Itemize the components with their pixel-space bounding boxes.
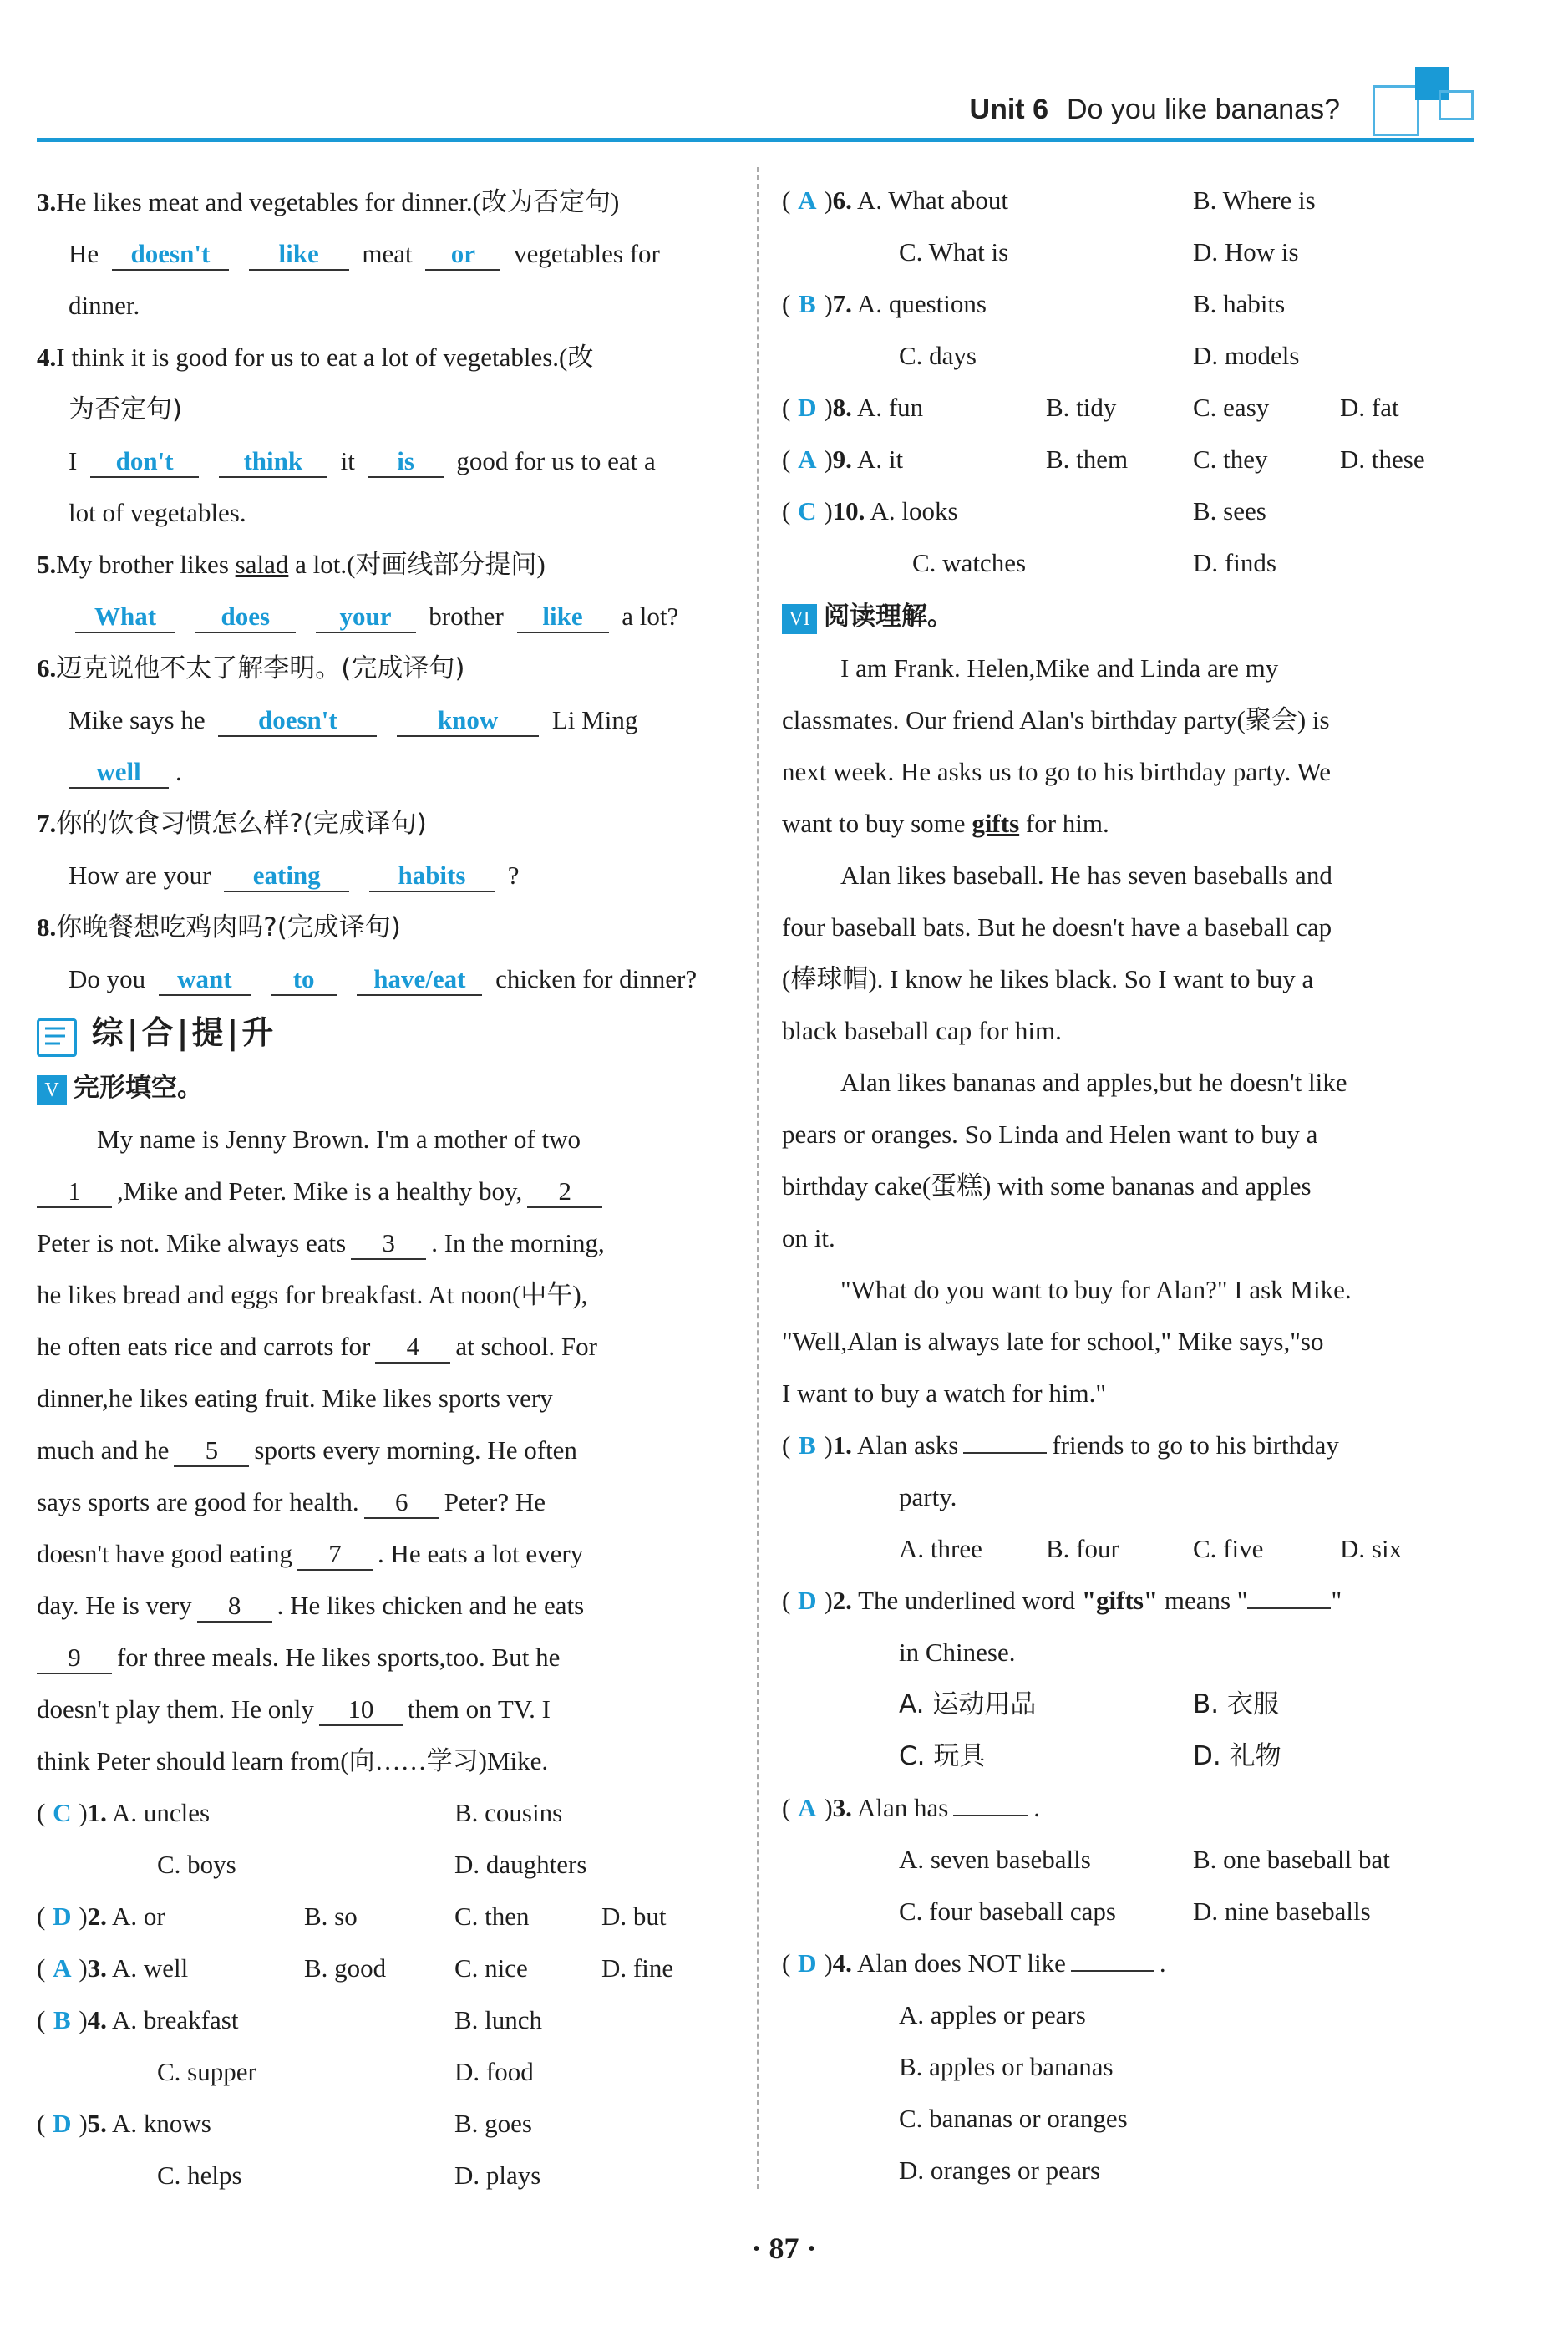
q3-stem: 3.He likes meat and vegetables for dinner.(改为否定句)	[37, 187, 620, 216]
q8-blank-3[interactable]: have/eat	[357, 964, 482, 996]
notebook-icon	[37, 1018, 77, 1057]
cloze-blank[interactable]: 2	[527, 1176, 602, 1208]
reading-line-7: (棒球帽). I know he likes black. So I want to buy a	[782, 964, 1314, 993]
q6-blank-3[interactable]: well	[69, 757, 169, 789]
cloze-blank[interactable]: 7	[297, 1539, 373, 1571]
answer-mark: A	[798, 1793, 817, 1822]
cloze-blank[interactable]: 9	[37, 1643, 112, 1674]
reading-line-6: four baseball bats. But he doesn't have a baseball cap	[782, 912, 1332, 942]
q5-blank-4[interactable]: like	[517, 602, 609, 633]
cloze-line-9: doesn't have good eating 7 . He eats a lot every	[37, 1536, 735, 1572]
cloze-blank[interactable]: 6	[364, 1487, 439, 1519]
q4-blank-1[interactable]: don't	[90, 446, 199, 478]
cloze-line-10: day. He is very 8 . He likes chicken and he eats	[37, 1587, 735, 1624]
answer-mark: D	[798, 1586, 817, 1615]
q7-blank-1[interactable]: eating	[224, 861, 349, 892]
question-blank[interactable]	[1247, 1607, 1331, 1609]
reading-line-1: I am Frank. Helen,Mike and Linda are my	[840, 653, 1279, 683]
q8-blank-1[interactable]: want	[159, 964, 251, 996]
reading-line-4: want to buy some gifts for him.	[782, 809, 1109, 838]
cloze-blank[interactable]: 1	[37, 1176, 112, 1208]
reading-q3: ( A )3. Alan has .	[782, 1790, 1480, 1826]
answer-mark: C	[53, 1798, 72, 1827]
reading-line-12: on it.	[782, 1223, 835, 1252]
cloze-badge: V	[37, 1075, 67, 1105]
mc-item-8: ( D )8. A. fun B. tidy C. easy D. fat	[782, 389, 1480, 426]
q6-answer-line: Mike says he doesn't know Li Ming	[37, 702, 735, 739]
q5-blank-1[interactable]: What	[75, 602, 175, 633]
reading-badge: VI	[782, 604, 817, 634]
q4-stem: 4.I think it is good for us to eat a lot of vegetables.(改	[37, 343, 594, 372]
q3-answer-line: He doesn't like meat or vegetables for	[37, 236, 735, 272]
q8-answer-line: Do you want to have/eat chicken for dinner?	[37, 961, 735, 998]
decor-square-small	[1439, 90, 1474, 120]
q4-answer-line: I don't think it is good for us to eat a	[37, 443, 735, 480]
reading-line-9: Alan likes bananas and apples,but he doesn't like	[840, 1068, 1347, 1097]
mc-item-9: ( A )9. A. it B. them C. they D. these	[782, 441, 1480, 478]
reading-q2: ( D )2. The underlined word "gifts" means " "	[782, 1582, 1480, 1619]
cloze-line-5: he often eats rice and carrots for 4 at school. For	[37, 1328, 735, 1365]
q5-answer-line: What does your brother like a lot?	[37, 598, 735, 635]
mc-item-6: ( A )6. A. What about B. Where is	[782, 182, 1480, 219]
cloze-blank[interactable]: 5	[174, 1435, 249, 1467]
cloze-line-1: My name is Jenny Brown. I'm a mother of two	[97, 1125, 581, 1154]
answer-mark: A	[798, 185, 817, 215]
cloze-line-4: he likes bread and eggs for breakfast. At noon(中午),	[37, 1280, 588, 1309]
q8-blank-2[interactable]: to	[271, 964, 337, 996]
page-header	[37, 67, 1474, 142]
mc-item-1: ( C )1. A. uncles B. cousins	[37, 1795, 735, 1831]
page-number: · 87 ·	[751, 2232, 817, 2265]
reading-line-11: birthday cake(蛋糕) with some bananas and apples	[782, 1171, 1312, 1201]
question-blank[interactable]	[1071, 1970, 1154, 1972]
mc-item-2: ( D )2. A. or B. so C. then D. but	[37, 1898, 735, 1935]
reading-line-14: "Well,Alan is always late for school," Mike says,"so	[782, 1327, 1324, 1356]
decor-square-outline	[1373, 85, 1419, 136]
cloze-line-2: 1 ,Mike and Peter. Mike is a healthy boy, 2	[37, 1173, 735, 1210]
header-rule	[37, 138, 1474, 142]
q5-stem: 5.My brother likes salad a lot.(对画线部分提问)	[37, 550, 546, 579]
answer-mark: B	[798, 1430, 816, 1460]
q4-line-4: lot of vegetables.	[69, 498, 246, 527]
answer-mark: D	[53, 1902, 72, 1931]
cloze-line-13: think Peter should learn from(向……学习)Mike.	[37, 1746, 549, 1775]
answer-mark: D	[798, 393, 817, 422]
unit-title: Unit 6 Do you like bananas?	[969, 94, 1340, 125]
mc-item-7: ( B )7. A. questions B. habits	[782, 286, 1480, 322]
cloze-line-6: dinner,he likes eating fruit. Mike likes sports very	[37, 1384, 553, 1413]
q7-answer-line: How are your eating habits ?	[37, 857, 735, 894]
q6-blank-1[interactable]: doesn't	[218, 705, 377, 737]
q5-blank-2[interactable]: does	[195, 602, 296, 633]
answer-mark: B	[53, 2005, 71, 2034]
cloze-header: V 完形填空。	[37, 1069, 735, 1106]
q4-blank-2[interactable]: think	[219, 446, 327, 478]
reading-line-3: next week. He asks us to go to his birthday party. We	[782, 757, 1331, 786]
answer-mark: D	[798, 1948, 817, 1978]
reading-line-13: "What do you want to buy for Alan?" I ask Mike.	[840, 1275, 1352, 1304]
reading-line-5: Alan likes baseball. He has seven baseballs and	[840, 861, 1332, 890]
cloze-blank[interactable]: 10	[319, 1694, 403, 1726]
answer-mark: A	[53, 1953, 72, 1983]
reading-q4: ( D )4. Alan does NOT like .	[782, 1945, 1480, 1982]
reading-q1: ( B )1. Alan asks friends to go to his birthday	[782, 1427, 1480, 1464]
reading-line-8: black baseball cap for him.	[782, 1016, 1062, 1045]
cloze-line-11: 9 for three meals. He likes sports,too. But he	[37, 1639, 735, 1676]
cloze-line-7: much and he 5 sports every morning. He often	[37, 1432, 735, 1469]
q4-blank-3[interactable]: is	[368, 446, 444, 478]
question-blank[interactable]	[963, 1452, 1047, 1454]
mc-item-3: ( A )3. A. well B. good C. nice D. fine	[37, 1950, 735, 1987]
q5-blank-3[interactable]: your	[316, 602, 416, 633]
q3-line-3: dinner.	[69, 291, 140, 320]
q6-line-3: well .	[37, 754, 735, 790]
cloze-blank[interactable]: 4	[375, 1332, 450, 1364]
q3-blank-3[interactable]: or	[425, 239, 500, 271]
cloze-line-3: Peter is not. Mike always eats 3 . In the morning,	[37, 1225, 735, 1262]
answer-mark: A	[798, 444, 817, 474]
reading-line-2: classmates. Our friend Alan's birthday party(聚会) is	[782, 705, 1330, 734]
section-title: 综|合|提|升	[37, 1014, 735, 1057]
question-blank[interactable]	[953, 1815, 1028, 1816]
cloze-blank[interactable]: 8	[197, 1591, 272, 1623]
reading-line-10: pears or oranges. So Linda and Helen want to buy a	[782, 1120, 1318, 1149]
q6-stem: 6.迈克说他不太了解李明。(完成译句)	[37, 653, 465, 683]
answer-mark: B	[798, 289, 816, 318]
cloze-line-8: says sports are good for health. 6 Peter? He	[37, 1484, 735, 1521]
column-divider	[757, 167, 759, 2189]
q3-blank-1[interactable]: doesn't	[112, 239, 229, 271]
mc-item-10: ( C )10. A. looks B. sees	[782, 493, 1480, 530]
cloze-blank[interactable]: 3	[351, 1228, 426, 1260]
reading-header: VI 阅读理解。	[782, 598, 1480, 635]
answer-mark: D	[53, 2109, 72, 2138]
mc-item-4: ( B )4. A. breakfast B. lunch	[37, 2002, 735, 2039]
reading-line-15: I want to buy a watch for him."	[782, 1379, 1106, 1408]
q3-blank-2[interactable]: like	[249, 239, 349, 271]
q7-stem: 7.你的饮食习惯怎么样?(完成译句)	[37, 809, 427, 839]
q6-blank-2[interactable]: know	[397, 705, 539, 737]
q8-stem: 8.你晚餐想吃鸡肉吗?(完成译句)	[37, 912, 401, 942]
q4-stem-2: 为否定句)	[69, 394, 183, 424]
answer-mark: C	[798, 496, 817, 526]
mc-item-5: ( D )5. A. knows B. goes	[37, 2105, 735, 2142]
q7-blank-2[interactable]: habits	[369, 861, 495, 892]
cloze-line-12: doesn't play them. He only 10 them on TV. I	[37, 1691, 735, 1728]
